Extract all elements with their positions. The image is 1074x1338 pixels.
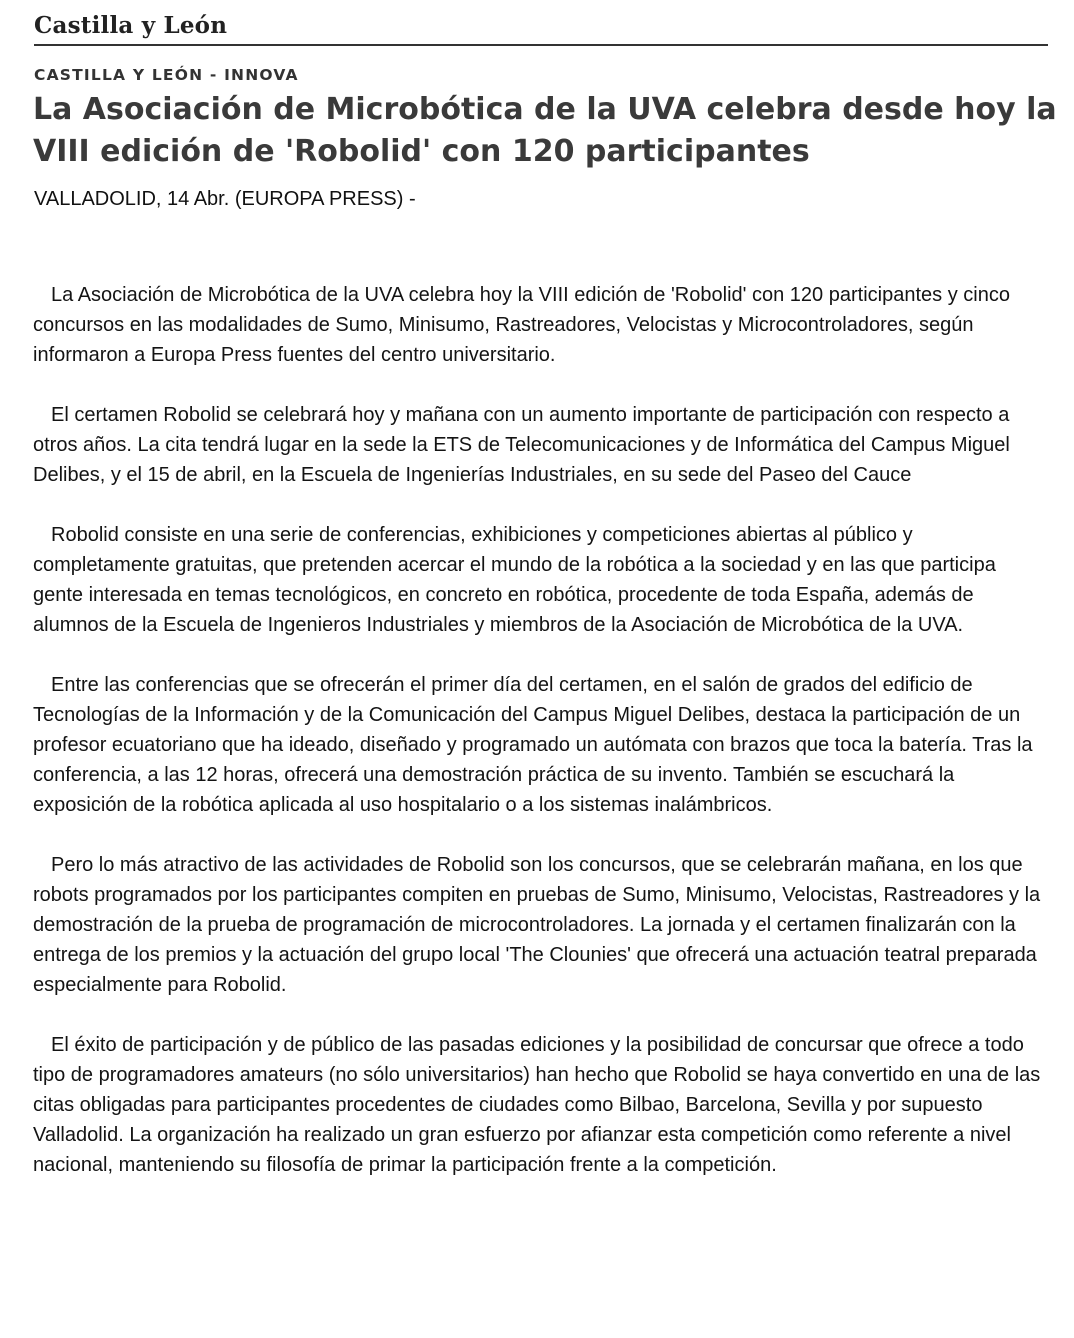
header-rule xyxy=(34,44,1048,46)
headline: La Asociación de Microbótica de la UVA celebra desde hoy la VIII edición de 'Robolid' con 120 participantes xyxy=(33,92,1057,169)
paragraph-1: La Asociación de Microbótica de la UVA celebra hoy la VIII edición de 'Robolid' con 120 participantes y cinco concursos en las modalidades de Sumo, Minisumo, Rastreadores, Velocistas y Microcontroladores, según informaron a Europa Press fuentes del centro universitario. xyxy=(33,284,1010,366)
article-body xyxy=(33,280,1051,1180)
paragraph-5: Pero lo más atractivo de las actividades de Robolid son los concursos, que se celebrarán mañana, en los que robots programados por los participantes compiten en pruebas de Sumo, Minisumo, Velocistas, Rastreadores y la demostración de la prueba de programación de microcontroladores. La jornada y el certamen finalizarán con la entrega de los premios y la actuación del grupo local 'The Clounies' que ofrecerá una actuación teatral preparada especialmente para Robolid. xyxy=(33,854,1041,996)
kicker: CASTILLA Y LEÓN - INNOVA xyxy=(34,66,299,84)
paragraph-3: Robolid consiste en una serie de conferencias, exhibiciones y competiciones abiertas al público y completamente gratuitas, que pretenden acercar el mundo de la robótica a la sociedad y en las que participa gente interesada en temas tecnológicos, en concreto en robótica, procedente de toda España, además de alumnos de la Escuela de Ingenieros Industriales y miembros de la Asociación de Microbótica de la UVA. xyxy=(33,524,996,636)
paragraph-2: El certamen Robolid se celebrará hoy y mañana con un aumento importante de participación con respecto a otros años. La cita tendrá lugar en la sede la ETS de Telecomunicaciones y de Informática del Campus Miguel Delibes, y el 15 de abril, en la Escuela de Ingenierías Industriales, en su sede del Paseo del Cauce xyxy=(33,404,1010,486)
paragraph-4: Entre las conferencias que se ofrecerán el primer día del certamen, en el salón de grados del edificio de Tecnologías de la Información y de la Comunicación del Campus Miguel Delibes, destaca la participación de un profesor ecuatoriano que ha ideado, diseñado y programado un autómata con brazos que toca la batería. Tras la conferencia, a las 12 horas, ofrecerá una demostración práctica de su invento. También se escuchará la exposición de la robótica aplicada al uso hospitalario o a los sistemas inalámbricos. xyxy=(33,674,1033,816)
section-header: Castilla y León xyxy=(34,12,228,39)
dateline: VALLADOLID, 14 Abr. (EUROPA PRESS) - xyxy=(34,188,416,210)
paragraph-6: El éxito de participación y de público de las pasadas ediciones y la posibilidad de concursar que ofrece a todo tipo de programadores amateurs (no sólo universitarios) han hecho que Robolid se haya convertido en una de las citas obligadas para participantes procedentes de ciudades como Bilbao, Barcelona, Sevilla y por supuesto Valladolid. La organización ha realizado un gran esfuerzo por afianzar esta competición como referente a nivel nacional, manteniendo su filosofía de primar la participación frente a la competición. xyxy=(33,1034,1041,1176)
